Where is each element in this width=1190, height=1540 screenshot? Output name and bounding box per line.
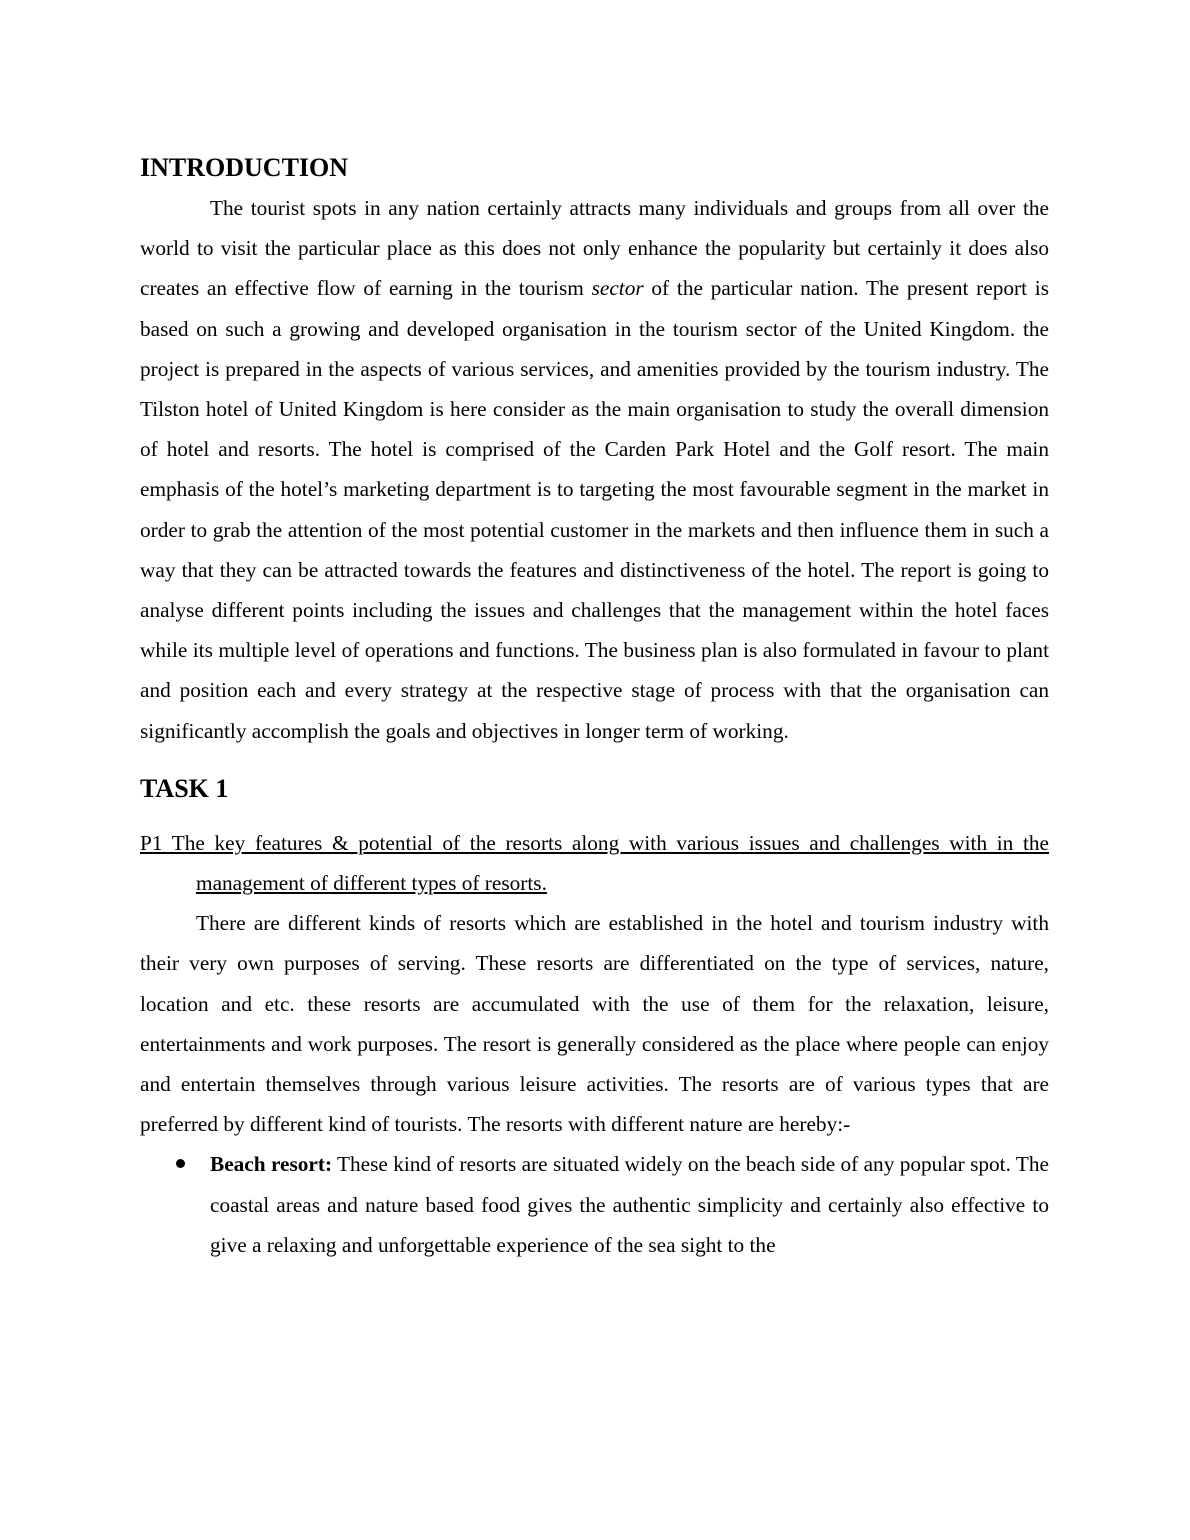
introduction-heading: INTRODUCTION — [140, 153, 349, 182]
task1-heading: TASK 1 — [140, 773, 229, 803]
introduction-text-part1: The tourist spots in any nation certainly attracts many individuals and groups from all over the world to visit the particular place as this does not only enhance the popularity but certainly it does also creates an effective flow of earning in the tourism — [140, 196, 1049, 301]
resort-types-list — [140, 1144, 1049, 1265]
task1-paragraph: There are different kinds of resorts which are established in the hotel and tourism industry with their very own purposes of serving. These resorts are differentiated on the type of services, nature, location and etc. these resorts are accumulated with the use of them for the relaxation, leisure, entertainments and work purposes. The resort is generally considered as the place where people can enjoy and entertain themselves through various leisure activities. The resorts are of various types that are preferred by different kind of tourists. The resorts with different nature are hereby:- — [140, 911, 1049, 1137]
document-page — [140, 148, 1049, 1265]
introduction-text-italic: sector — [591, 276, 644, 301]
list-item-term: Beach resort: — [210, 1152, 333, 1177]
introduction-text-part2: of the particular nation. The present report is based on such a growing and developed organisation in the tourism sector of the United Kingdom. the project is prepared in the aspects of various services, and amenities provided by the tourism industry. The Tilston hotel of United Kingdom is here consider as the main organisation to study the overall dimension of hotel and resorts. The hotel is comprised of the Carden Park Hotel and the Golf resort. The main emphasis of the hotel’s marketing department is to targeting the most favourable segment in the market in order to grab the attention of the most potential customer in the markets and then influence them in such a way that they can be attracted towards the features and distinctiveness of the hotel. The report is going to analyse different points including the issues and challenges that the management within the hotel faces while its multiple level of operations and functions. The business plan is also formulated in favour to plant and position each and every strategy at the respective stage of process with that the organisation can significantly accomplish the goals and objectives in longer term of working. — [140, 276, 1050, 743]
bullet-icon — [176, 1159, 185, 1168]
task1-subheading: P1 The key features & potential of the resorts along with various issues and challenges with in the management of different types of resorts. — [140, 830, 1049, 896]
list-item-text: These kind of resorts are situated widely on the beach side of any popular spot. The coastal areas and nature based food gives the authentic simplicity and certainly also effective to give a relaxing and unforgettable experience of the sea sight to the — [210, 1152, 1049, 1257]
introduction-paragraph — [140, 188, 1049, 751]
list-item — [140, 1144, 1049, 1265]
